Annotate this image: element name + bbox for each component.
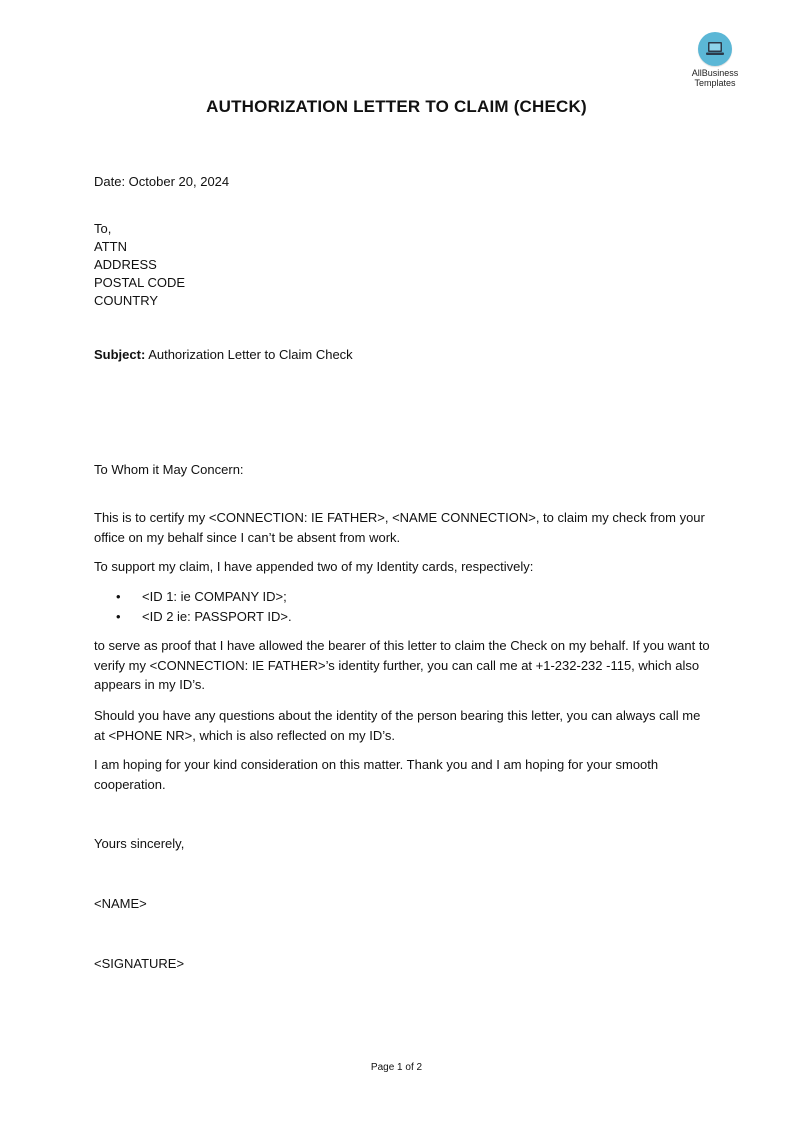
paragraph-consideration: I am hoping for your kind consideration on this matter. Thank you and I am hoping for your smooth cooperation. [94, 757, 659, 792]
bullet-icon: • [116, 609, 121, 624]
logo-line-2: Templates [694, 78, 736, 88]
bullet-icon: • [116, 589, 121, 604]
recipient-country: COUNTRY [94, 293, 159, 308]
recipient-block [94, 220, 185, 310]
subject-label: Subject: [94, 347, 146, 362]
laptop-icon [698, 32, 732, 66]
subject-text: Authorization Letter to Claim Check [145, 347, 353, 362]
allbusiness-logo [682, 32, 748, 88]
id-list [94, 587, 292, 627]
list-item [94, 587, 292, 607]
page-number: Page 1 of 2 [370, 1062, 423, 1073]
paragraph-support: To support my claim, I have appended two of my Identity cards, respectively: [94, 559, 534, 574]
closing: Yours sincerely, [94, 836, 185, 851]
paragraph-questions: Should you have any questions about the identity of the person bearing this letter, you can always call me at <PHONE NR>, which is also reflected on my ID’s. [94, 708, 701, 743]
id-item-1: <ID 1: ie COMPANY ID>; [142, 589, 287, 604]
recipient-attn: ATTN [94, 239, 127, 254]
id-item-2: <ID 2 ie: PASSPORT ID>. [142, 609, 292, 624]
signature-placeholder: <SIGNATURE> [94, 956, 185, 971]
letter-date: Date: October 20, 2024 [94, 174, 230, 189]
document-title: AUTHORIZATION LETTER TO CLAIM (CHECK) [206, 97, 587, 116]
list-item [94, 607, 292, 627]
recipient-address: ADDRESS [94, 257, 157, 272]
subject-line [94, 345, 353, 364]
paragraph-proof: to serve as proof that I have allowed the bearer of this letter to claim the Check on my behalf. If you want to verify my <CONNECTION: IE FATHER>’s identity further, you can call me at +1-232-232 -115, which also appears in my ID’s. [94, 638, 710, 692]
recipient-to: To, [94, 221, 112, 236]
logo-text [682, 68, 748, 88]
paragraph-certify: This is to certify my <CONNECTION: IE FATHER>, <NAME CONNECTION>, to claim my check from your office on my behalf since I can’t be absent from work. [94, 510, 705, 545]
logo-line-1: AllBusiness [691, 68, 739, 78]
recipient-postal-code: POSTAL CODE [94, 275, 186, 290]
greeting: To Whom it May Concern: [94, 462, 244, 477]
name-placeholder: <NAME> [94, 896, 147, 911]
